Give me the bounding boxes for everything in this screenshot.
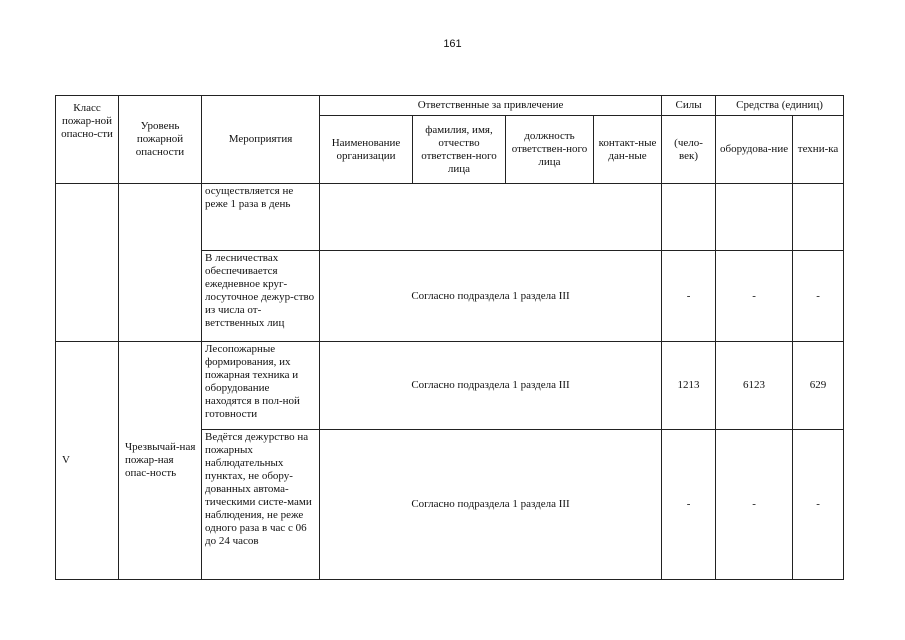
forces-cell: 1213 <box>662 342 716 430</box>
responsible-cell: Согласно подраздела 1 раздела III <box>320 430 662 580</box>
responsible-cell <box>320 184 662 251</box>
header-forces: Силы <box>662 96 716 116</box>
fire-danger-table <box>55 95 844 580</box>
equipment-cell: 6123 <box>716 342 793 430</box>
header-position: должность ответствен-ного лица <box>506 116 594 184</box>
header-means: Средства (единиц) <box>716 96 844 116</box>
header-equipment: оборудова-ние <box>716 116 793 184</box>
header-responsible-group: Ответственные за привлечение <box>320 96 662 116</box>
machinery-cell: - <box>793 430 844 580</box>
equipment-cell <box>716 184 793 251</box>
fire-level-cell-prev <box>119 184 202 342</box>
fire-class-cell: V <box>56 342 119 580</box>
forces-cell: - <box>662 430 716 580</box>
header-measures: Мероприятия <box>202 96 320 184</box>
page-number: 161 <box>443 38 462 50</box>
machinery-cell <box>793 184 844 251</box>
header-full-name: фамилия, имя, отчество ответствен-ного лица <box>413 116 506 184</box>
measure-cell: осуществляется не реже 1 раза в день <box>202 184 320 251</box>
header-fire-level: Уровень пожарной опасности <box>119 96 202 184</box>
header-machinery: техни-ка <box>793 116 844 184</box>
responsible-cell: Согласно подраздела 1 раздела III <box>320 251 662 342</box>
header-contacts: контакт-ные дан-ные <box>594 116 662 184</box>
header-fire-class: Класс пожар-ной опасно-сти <box>56 96 119 184</box>
header-org-name: Наименование организации <box>320 116 413 184</box>
measure-cell: Лесопожарные формирования, их пожарная техника и оборудование находятся в пол-ной готовности <box>202 342 320 430</box>
measure-cell: В лесничествах обеспечивается ежедневное круг-лосуточное дежур-ство из числа от-ветственных лиц <box>202 251 320 342</box>
table-row <box>56 184 844 251</box>
machinery-cell: 629 <box>793 342 844 430</box>
equipment-cell: - <box>716 430 793 580</box>
fire-class-cell-prev <box>56 184 119 342</box>
table-row <box>56 342 844 430</box>
measure-cell: Ведётся дежурство на пожарных наблюдательных пунктах, не обору-дованных автома-тическими систе-мами наблюдения, не реже одного раза в час с 06 до 24 часов <box>202 430 320 580</box>
responsible-cell: Согласно подраздела 1 раздела III <box>320 342 662 430</box>
forces-cell <box>662 184 716 251</box>
machinery-cell: - <box>793 251 844 342</box>
fire-level-cell: Чрезвычай-ная пожар-ная опас-ность <box>119 342 202 580</box>
forces-cell: - <box>662 251 716 342</box>
equipment-cell: - <box>716 251 793 342</box>
header-forces-unit: (чело-век) <box>662 116 716 184</box>
